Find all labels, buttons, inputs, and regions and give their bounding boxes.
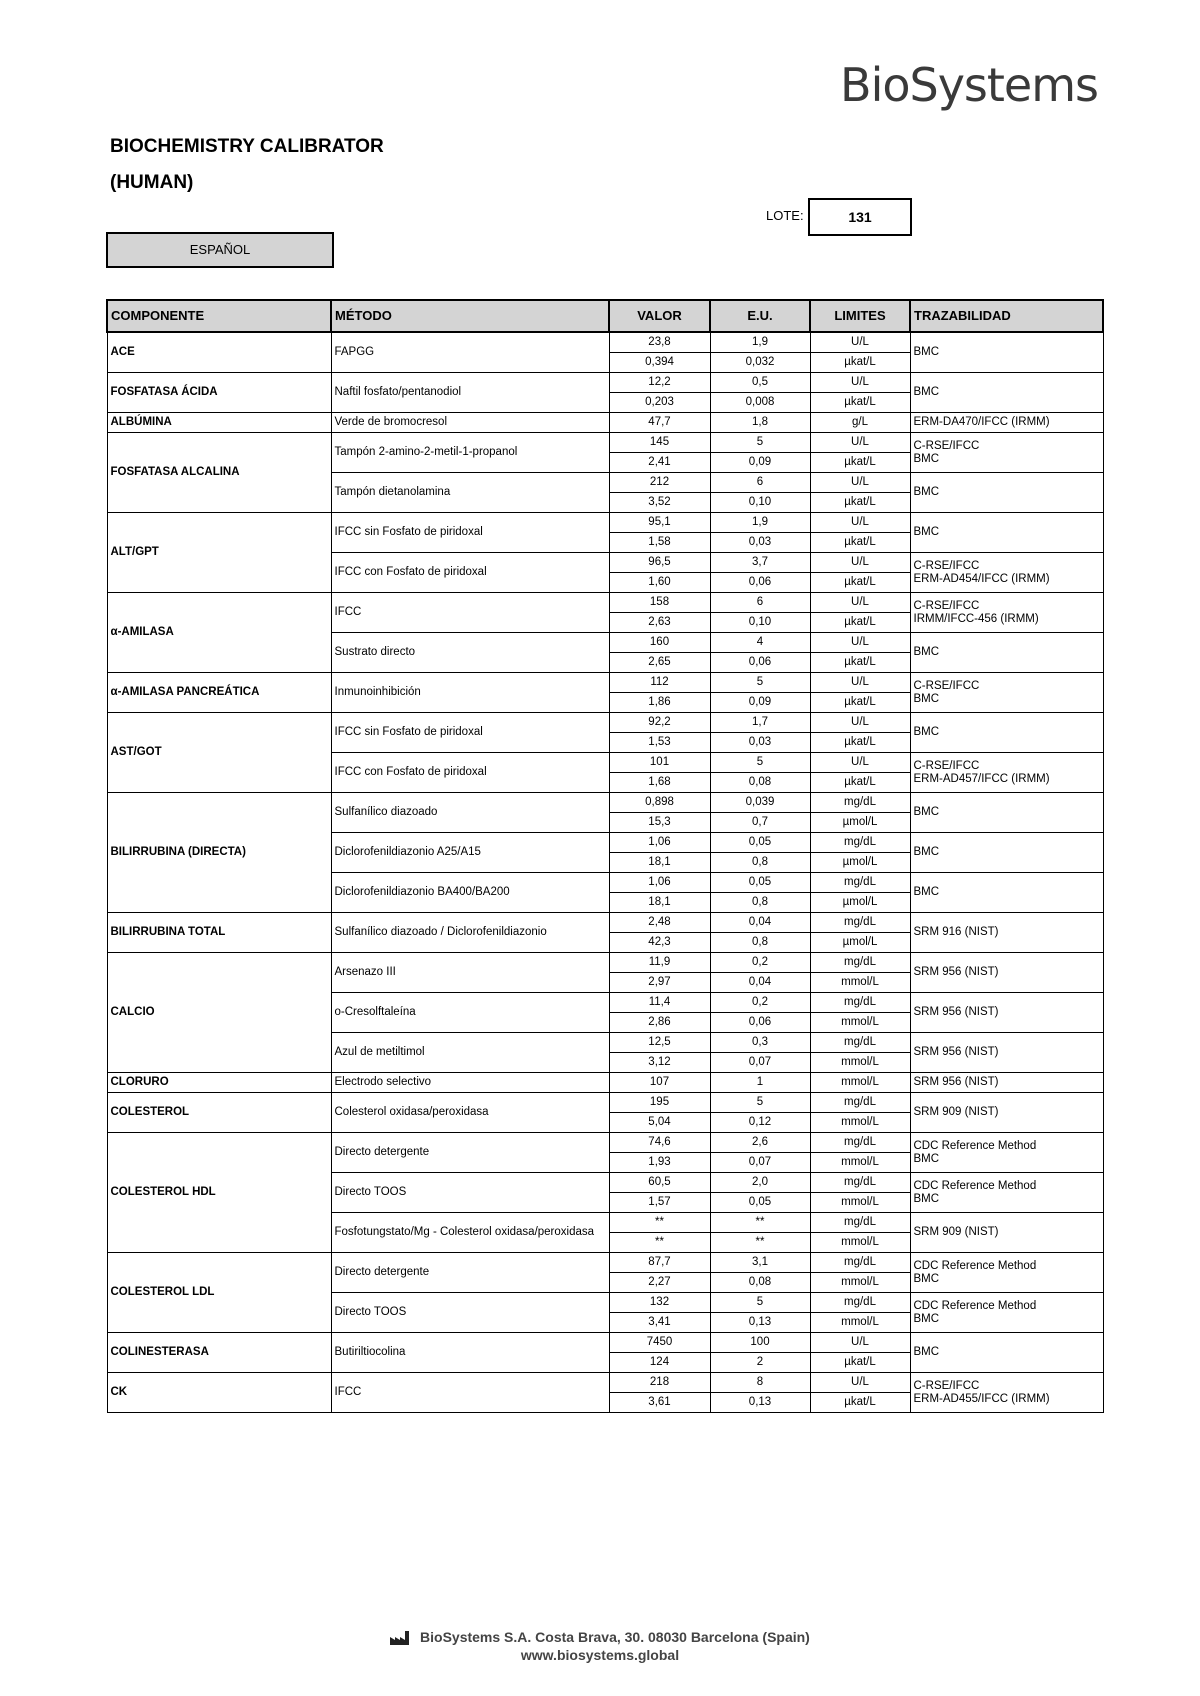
method-name: IFCC con Fosfato de piridoxal bbox=[331, 753, 609, 793]
method-name: IFCC bbox=[331, 593, 609, 633]
table-body bbox=[107, 332, 1103, 1413]
traceability-cell: BMC bbox=[910, 473, 1103, 513]
table-row bbox=[107, 433, 1103, 453]
eu-cell: 3,1 bbox=[710, 1253, 810, 1273]
header-componente: COMPONENTE bbox=[107, 300, 331, 332]
method-name: o-Cresolftaleína bbox=[331, 993, 609, 1033]
eu-cell: 0,08 bbox=[710, 773, 810, 793]
eu-cell: 6 bbox=[710, 593, 810, 613]
header-trazabilidad: TRAZABILIDAD bbox=[910, 300, 1103, 332]
value-cell: 212 bbox=[609, 473, 710, 493]
traceability-cell: SRM 909 (NIST) bbox=[910, 1213, 1103, 1253]
eu-cell: 0,07 bbox=[710, 1153, 810, 1173]
unit-cell: mmol/L bbox=[810, 1153, 910, 1173]
table-row bbox=[107, 413, 1103, 433]
value-cell: 1,86 bbox=[609, 693, 710, 713]
unit-cell: mg/dL bbox=[810, 913, 910, 933]
unit-cell: µkat/L bbox=[810, 733, 910, 753]
value-cell: 1,06 bbox=[609, 873, 710, 893]
unit-cell: mmol/L bbox=[810, 1073, 910, 1093]
value-cell: 1,06 bbox=[609, 833, 710, 853]
method-name: Tampón dietanolamina bbox=[331, 473, 609, 513]
value-cell: 2,48 bbox=[609, 913, 710, 933]
table-row bbox=[107, 593, 1103, 613]
method-name: Sustrato directo bbox=[331, 633, 609, 673]
eu-cell: 0,10 bbox=[710, 613, 810, 633]
component-name: FOSFATASA ÁCIDA bbox=[107, 373, 331, 413]
value-cell: 96,5 bbox=[609, 553, 710, 573]
unit-cell: µkat/L bbox=[810, 533, 910, 553]
unit-cell: mg/dL bbox=[810, 1173, 910, 1193]
unit-cell: µkat/L bbox=[810, 393, 910, 413]
component-name: ACE bbox=[107, 332, 331, 373]
value-cell: 74,6 bbox=[609, 1133, 710, 1153]
unit-cell: U/L bbox=[810, 713, 910, 733]
eu-cell: 5 bbox=[710, 753, 810, 773]
value-cell: 0,203 bbox=[609, 393, 710, 413]
eu-cell: 0,3 bbox=[710, 1033, 810, 1053]
value-cell: 15,3 bbox=[609, 813, 710, 833]
value-cell: 160 bbox=[609, 633, 710, 653]
component-name: COLESTEROL bbox=[107, 1093, 331, 1133]
value-cell: 7450 bbox=[609, 1333, 710, 1353]
value-cell: 60,5 bbox=[609, 1173, 710, 1193]
method-name: IFCC sin Fosfato de piridoxal bbox=[331, 713, 609, 753]
component-name: BILIRRUBINA (DIRECTA) bbox=[107, 793, 331, 913]
value-cell: 2,86 bbox=[609, 1013, 710, 1033]
traceability-cell: SRM 956 (NIST) bbox=[910, 993, 1103, 1033]
value-cell: 11,4 bbox=[609, 993, 710, 1013]
traceability-cell: BMC bbox=[910, 833, 1103, 873]
eu-cell: 5 bbox=[710, 673, 810, 693]
component-name: CK bbox=[107, 1373, 331, 1413]
unit-cell: U/L bbox=[810, 633, 910, 653]
eu-cell: 0,06 bbox=[710, 1013, 810, 1033]
eu-cell: 3,7 bbox=[710, 553, 810, 573]
eu-cell: 2,6 bbox=[710, 1133, 810, 1153]
traceability-cell: C-RSE/IFCC ERM-AD457/IFCC (IRMM) bbox=[910, 753, 1103, 793]
value-cell: ** bbox=[609, 1213, 710, 1233]
value-cell: 11,9 bbox=[609, 953, 710, 973]
component-name: ALT/GPT bbox=[107, 513, 331, 593]
table-row bbox=[107, 1093, 1103, 1113]
component-name: α-AMILASA bbox=[107, 593, 331, 673]
unit-cell: mg/dL bbox=[810, 1213, 910, 1233]
value-cell: 92,2 bbox=[609, 713, 710, 733]
value-cell: 5,04 bbox=[609, 1113, 710, 1133]
table-row bbox=[107, 1333, 1103, 1353]
component-name: AST/GOT bbox=[107, 713, 331, 793]
unit-cell: µkat/L bbox=[810, 353, 910, 373]
eu-cell: 0,05 bbox=[710, 1193, 810, 1213]
footer-address: BioSystems S.A. Costa Brava, 30. 08030 Barcelona (Spain) bbox=[420, 1629, 810, 1645]
unit-cell: µkat/L bbox=[810, 773, 910, 793]
unit-cell: µkat/L bbox=[810, 573, 910, 593]
table-row bbox=[107, 1253, 1103, 1273]
unit-cell: mmol/L bbox=[810, 973, 910, 993]
unit-cell: mmol/L bbox=[810, 1193, 910, 1213]
unit-cell: µmol/L bbox=[810, 813, 910, 833]
table-row bbox=[107, 1373, 1103, 1393]
method-name: FAPGG bbox=[331, 332, 609, 373]
eu-cell: 0,5 bbox=[710, 373, 810, 393]
eu-cell: 0,05 bbox=[710, 833, 810, 853]
method-name: Inmunoinhibición bbox=[331, 673, 609, 713]
traceability-cell: C-RSE/IFCC IRMM/IFCC-456 (IRMM) bbox=[910, 593, 1103, 633]
language-button[interactable]: ESPAÑOL bbox=[106, 232, 334, 268]
value-cell: 112 bbox=[609, 673, 710, 693]
footer-website: www.biosystems.global bbox=[520, 1647, 680, 1663]
method-name: Verde de bromocresol bbox=[331, 413, 609, 433]
value-cell: 1,93 bbox=[609, 1153, 710, 1173]
component-name: COLESTEROL HDL bbox=[107, 1133, 331, 1253]
unit-cell: mmol/L bbox=[810, 1113, 910, 1133]
traceability-cell: C-RSE/IFCC ERM-AD454/IFCC (IRMM) bbox=[910, 553, 1103, 593]
unit-cell: mmol/L bbox=[810, 1053, 910, 1073]
eu-cell: 5 bbox=[710, 1293, 810, 1313]
eu-cell: 0,08 bbox=[710, 1273, 810, 1293]
method-name: Azul de metiltimol bbox=[331, 1033, 609, 1073]
unit-cell: µkat/L bbox=[810, 453, 910, 473]
unit-cell: U/L bbox=[810, 593, 910, 613]
unit-cell: mg/dL bbox=[810, 953, 910, 973]
unit-cell: mg/dL bbox=[810, 833, 910, 853]
eu-cell: 0,13 bbox=[710, 1393, 810, 1413]
eu-cell: 4 bbox=[710, 633, 810, 653]
unit-cell: µkat/L bbox=[810, 493, 910, 513]
eu-cell: 0,10 bbox=[710, 493, 810, 513]
method-name: IFCC bbox=[331, 1373, 609, 1413]
component-name: FOSFATASA ALCALINA bbox=[107, 433, 331, 513]
unit-cell: mmol/L bbox=[810, 1273, 910, 1293]
eu-cell: 5 bbox=[710, 433, 810, 453]
traceability-cell: SRM 956 (NIST) bbox=[910, 1073, 1103, 1093]
value-cell: 132 bbox=[609, 1293, 710, 1313]
method-name: Directo detergente bbox=[331, 1133, 609, 1173]
unit-cell: mmol/L bbox=[810, 1233, 910, 1253]
value-cell: 2,97 bbox=[609, 973, 710, 993]
value-cell: 2,63 bbox=[609, 613, 710, 633]
unit-cell: mg/dL bbox=[810, 1093, 910, 1113]
method-name: Diclorofenildiazonio BA400/BA200 bbox=[331, 873, 609, 913]
value-cell: 1,57 bbox=[609, 1193, 710, 1213]
component-name: ALBÚMINA bbox=[107, 413, 331, 433]
method-name: Directo TOOS bbox=[331, 1293, 609, 1333]
eu-cell: 1,8 bbox=[710, 413, 810, 433]
eu-cell: 0,039 bbox=[710, 793, 810, 813]
lote-label: LOTE: bbox=[766, 208, 804, 223]
method-name: IFCC con Fosfato de piridoxal bbox=[331, 553, 609, 593]
eu-cell: 0,8 bbox=[710, 893, 810, 913]
unit-cell: U/L bbox=[810, 473, 910, 493]
traceability-cell: BMC bbox=[910, 332, 1103, 373]
lote-value: 131 bbox=[808, 198, 912, 236]
unit-cell: µmol/L bbox=[810, 933, 910, 953]
eu-cell: 6 bbox=[710, 473, 810, 493]
eu-cell: 8 bbox=[710, 1373, 810, 1393]
unit-cell: mmol/L bbox=[810, 1013, 910, 1033]
component-name: CALCIO bbox=[107, 953, 331, 1073]
value-cell: 1,68 bbox=[609, 773, 710, 793]
header-valor: VALOR bbox=[609, 300, 710, 332]
method-name: Tampón 2-amino-2-metil-1-propanol bbox=[331, 433, 609, 473]
value-cell: 124 bbox=[609, 1353, 710, 1373]
unit-cell: U/L bbox=[810, 673, 910, 693]
traceability-cell: CDC Reference Method BMC bbox=[910, 1133, 1103, 1173]
value-cell: 12,5 bbox=[609, 1033, 710, 1053]
value-cell: 1,60 bbox=[609, 573, 710, 593]
eu-cell: 5 bbox=[710, 1093, 810, 1113]
eu-cell: 1,9 bbox=[710, 513, 810, 533]
traceability-cell: C-RSE/IFCC BMC bbox=[910, 433, 1103, 473]
eu-cell: 0,2 bbox=[710, 953, 810, 973]
unit-cell: U/L bbox=[810, 753, 910, 773]
brand-logo: BioSystems bbox=[840, 58, 1098, 112]
unit-cell: mg/dL bbox=[810, 1033, 910, 1053]
table-row bbox=[107, 513, 1103, 533]
eu-cell: 1 bbox=[710, 1073, 810, 1093]
eu-cell: 0,05 bbox=[710, 873, 810, 893]
unit-cell: U/L bbox=[810, 373, 910, 393]
table-row bbox=[107, 1133, 1103, 1153]
traceability-cell: BMC bbox=[910, 513, 1103, 553]
value-cell: 2,65 bbox=[609, 653, 710, 673]
method-name: Butiriltiocolina bbox=[331, 1333, 609, 1373]
method-name: Directo TOOS bbox=[331, 1173, 609, 1213]
eu-cell: 0,03 bbox=[710, 733, 810, 753]
value-cell: 0,898 bbox=[609, 793, 710, 813]
eu-cell: 0,2 bbox=[710, 993, 810, 1013]
eu-cell: 0,008 bbox=[710, 393, 810, 413]
traceability-cell: BMC bbox=[910, 873, 1103, 913]
unit-cell: U/L bbox=[810, 1373, 910, 1393]
eu-cell: ** bbox=[710, 1213, 810, 1233]
value-cell: 2,27 bbox=[609, 1273, 710, 1293]
unit-cell: U/L bbox=[810, 433, 910, 453]
calibrator-table bbox=[106, 299, 1104, 1413]
value-cell: 107 bbox=[609, 1073, 710, 1093]
method-name: Sulfanílico diazoado bbox=[331, 793, 609, 833]
traceability-cell: BMC bbox=[910, 633, 1103, 673]
unit-cell: mg/dL bbox=[810, 1133, 910, 1153]
table-row bbox=[107, 953, 1103, 973]
unit-cell: U/L bbox=[810, 332, 910, 353]
traceability-cell: CDC Reference Method BMC bbox=[910, 1173, 1103, 1213]
table-row bbox=[107, 373, 1103, 393]
traceability-cell: CDC Reference Method BMC bbox=[910, 1293, 1103, 1333]
value-cell: 3,41 bbox=[609, 1313, 710, 1333]
unit-cell: µkat/L bbox=[810, 693, 910, 713]
value-cell: 42,3 bbox=[609, 933, 710, 953]
eu-cell: 0,03 bbox=[710, 533, 810, 553]
eu-cell: 0,8 bbox=[710, 853, 810, 873]
header-eu: E.U. bbox=[710, 300, 810, 332]
value-cell: 0,394 bbox=[609, 353, 710, 373]
value-cell: 195 bbox=[609, 1093, 710, 1113]
unit-cell: mg/dL bbox=[810, 873, 910, 893]
eu-cell: 0,12 bbox=[710, 1113, 810, 1133]
method-name: Directo detergente bbox=[331, 1253, 609, 1293]
method-name: Naftil fosfato/pentanodiol bbox=[331, 373, 609, 413]
unit-cell: mg/dL bbox=[810, 1293, 910, 1313]
value-cell: 3,52 bbox=[609, 493, 710, 513]
document-title: BIOCHEMISTRY CALIBRATOR bbox=[110, 136, 384, 157]
eu-cell: 0,13 bbox=[710, 1313, 810, 1333]
eu-cell: 0,7 bbox=[710, 813, 810, 833]
unit-cell: g/L bbox=[810, 413, 910, 433]
value-cell: 87,7 bbox=[609, 1253, 710, 1273]
value-cell: 101 bbox=[609, 753, 710, 773]
eu-cell: 0,09 bbox=[710, 453, 810, 473]
method-name: IFCC sin Fosfato de piridoxal bbox=[331, 513, 609, 553]
value-cell: 47,7 bbox=[609, 413, 710, 433]
traceability-cell: BMC bbox=[910, 373, 1103, 413]
unit-cell: mg/dL bbox=[810, 993, 910, 1013]
unit-cell: µkat/L bbox=[810, 653, 910, 673]
traceability-cell: BMC bbox=[910, 1333, 1103, 1373]
traceability-cell: C-RSE/IFCC BMC bbox=[910, 673, 1103, 713]
unit-cell: µkat/L bbox=[810, 1393, 910, 1413]
method-name: Fosfotungstato/Mg - Colesterol oxidasa/peroxidasa bbox=[331, 1213, 609, 1253]
value-cell: 12,2 bbox=[609, 373, 710, 393]
value-cell: 23,8 bbox=[609, 332, 710, 353]
value-cell: 18,1 bbox=[609, 853, 710, 873]
eu-cell: 2 bbox=[710, 1353, 810, 1373]
document-subtitle: (HUMAN) bbox=[110, 172, 194, 193]
unit-cell: µkat/L bbox=[810, 613, 910, 633]
eu-cell: 0,04 bbox=[710, 973, 810, 993]
eu-cell: 0,8 bbox=[710, 933, 810, 953]
method-name: Electrodo selectivo bbox=[331, 1073, 609, 1093]
table-row bbox=[107, 332, 1103, 353]
unit-cell: mg/dL bbox=[810, 1253, 910, 1273]
value-cell: 2,41 bbox=[609, 453, 710, 473]
traceability-cell: SRM 956 (NIST) bbox=[910, 1033, 1103, 1073]
value-cell: 218 bbox=[609, 1373, 710, 1393]
value-cell: 145 bbox=[609, 433, 710, 453]
eu-cell: 0,06 bbox=[710, 653, 810, 673]
eu-cell: 0,04 bbox=[710, 913, 810, 933]
value-cell: 1,58 bbox=[609, 533, 710, 553]
component-name: BILIRRUBINA TOTAL bbox=[107, 913, 331, 953]
value-cell: 95,1 bbox=[609, 513, 710, 533]
table-row bbox=[107, 673, 1103, 693]
component-name: α-AMILASA PANCREÁTICA bbox=[107, 673, 331, 713]
traceability-cell: SRM 956 (NIST) bbox=[910, 953, 1103, 993]
method-name: Diclorofenildiazonio A25/A15 bbox=[331, 833, 609, 873]
eu-cell: 1,9 bbox=[710, 332, 810, 353]
factory-icon bbox=[390, 1631, 412, 1645]
eu-cell: 2,0 bbox=[710, 1173, 810, 1193]
traceability-cell: CDC Reference Method BMC bbox=[910, 1253, 1103, 1293]
unit-cell: mmol/L bbox=[810, 1313, 910, 1333]
eu-cell: 0,07 bbox=[710, 1053, 810, 1073]
eu-cell: 100 bbox=[710, 1333, 810, 1353]
table-row bbox=[107, 713, 1103, 733]
unit-cell: U/L bbox=[810, 1333, 910, 1353]
eu-cell: 0,032 bbox=[710, 353, 810, 373]
unit-cell: µkat/L bbox=[810, 1353, 910, 1373]
value-cell: 1,53 bbox=[609, 733, 710, 753]
value-cell: ** bbox=[609, 1233, 710, 1253]
component-name: COLINESTERASA bbox=[107, 1333, 331, 1373]
table-row bbox=[107, 1073, 1103, 1093]
value-cell: 18,1 bbox=[609, 893, 710, 913]
component-name: CLORURO bbox=[107, 1073, 331, 1093]
eu-cell: 0,09 bbox=[710, 693, 810, 713]
unit-cell: U/L bbox=[810, 513, 910, 533]
traceability-cell: C-RSE/IFCC ERM-AD455/IFCC (IRMM) bbox=[910, 1373, 1103, 1413]
unit-cell: U/L bbox=[810, 553, 910, 573]
eu-cell: 1,7 bbox=[710, 713, 810, 733]
table-row bbox=[107, 793, 1103, 813]
traceability-cell: SRM 909 (NIST) bbox=[910, 1093, 1103, 1133]
header-limites: LIMITES bbox=[810, 300, 910, 332]
method-name: Sulfanílico diazoado / Diclorofenildiazonio bbox=[331, 913, 609, 953]
eu-cell: ** bbox=[710, 1233, 810, 1253]
traceability-cell: ERM-DA470/IFCC (IRMM) bbox=[910, 413, 1103, 433]
footer bbox=[0, 1628, 1200, 1664]
table-row bbox=[107, 913, 1103, 933]
eu-cell: 0,06 bbox=[710, 573, 810, 593]
unit-cell: µmol/L bbox=[810, 893, 910, 913]
value-cell: 3,12 bbox=[609, 1053, 710, 1073]
value-cell: 3,61 bbox=[609, 1393, 710, 1413]
method-name: Colesterol oxidasa/peroxidasa bbox=[331, 1093, 609, 1133]
table-header-row bbox=[107, 300, 1103, 332]
unit-cell: mg/dL bbox=[810, 793, 910, 813]
traceability-cell: SRM 916 (NIST) bbox=[910, 913, 1103, 953]
component-name: COLESTEROL LDL bbox=[107, 1253, 331, 1333]
unit-cell: µmol/L bbox=[810, 853, 910, 873]
traceability-cell: BMC bbox=[910, 793, 1103, 833]
method-name: Arsenazo III bbox=[331, 953, 609, 993]
value-cell: 158 bbox=[609, 593, 710, 613]
header-metodo: MÉTODO bbox=[331, 300, 609, 332]
traceability-cell: BMC bbox=[910, 713, 1103, 753]
